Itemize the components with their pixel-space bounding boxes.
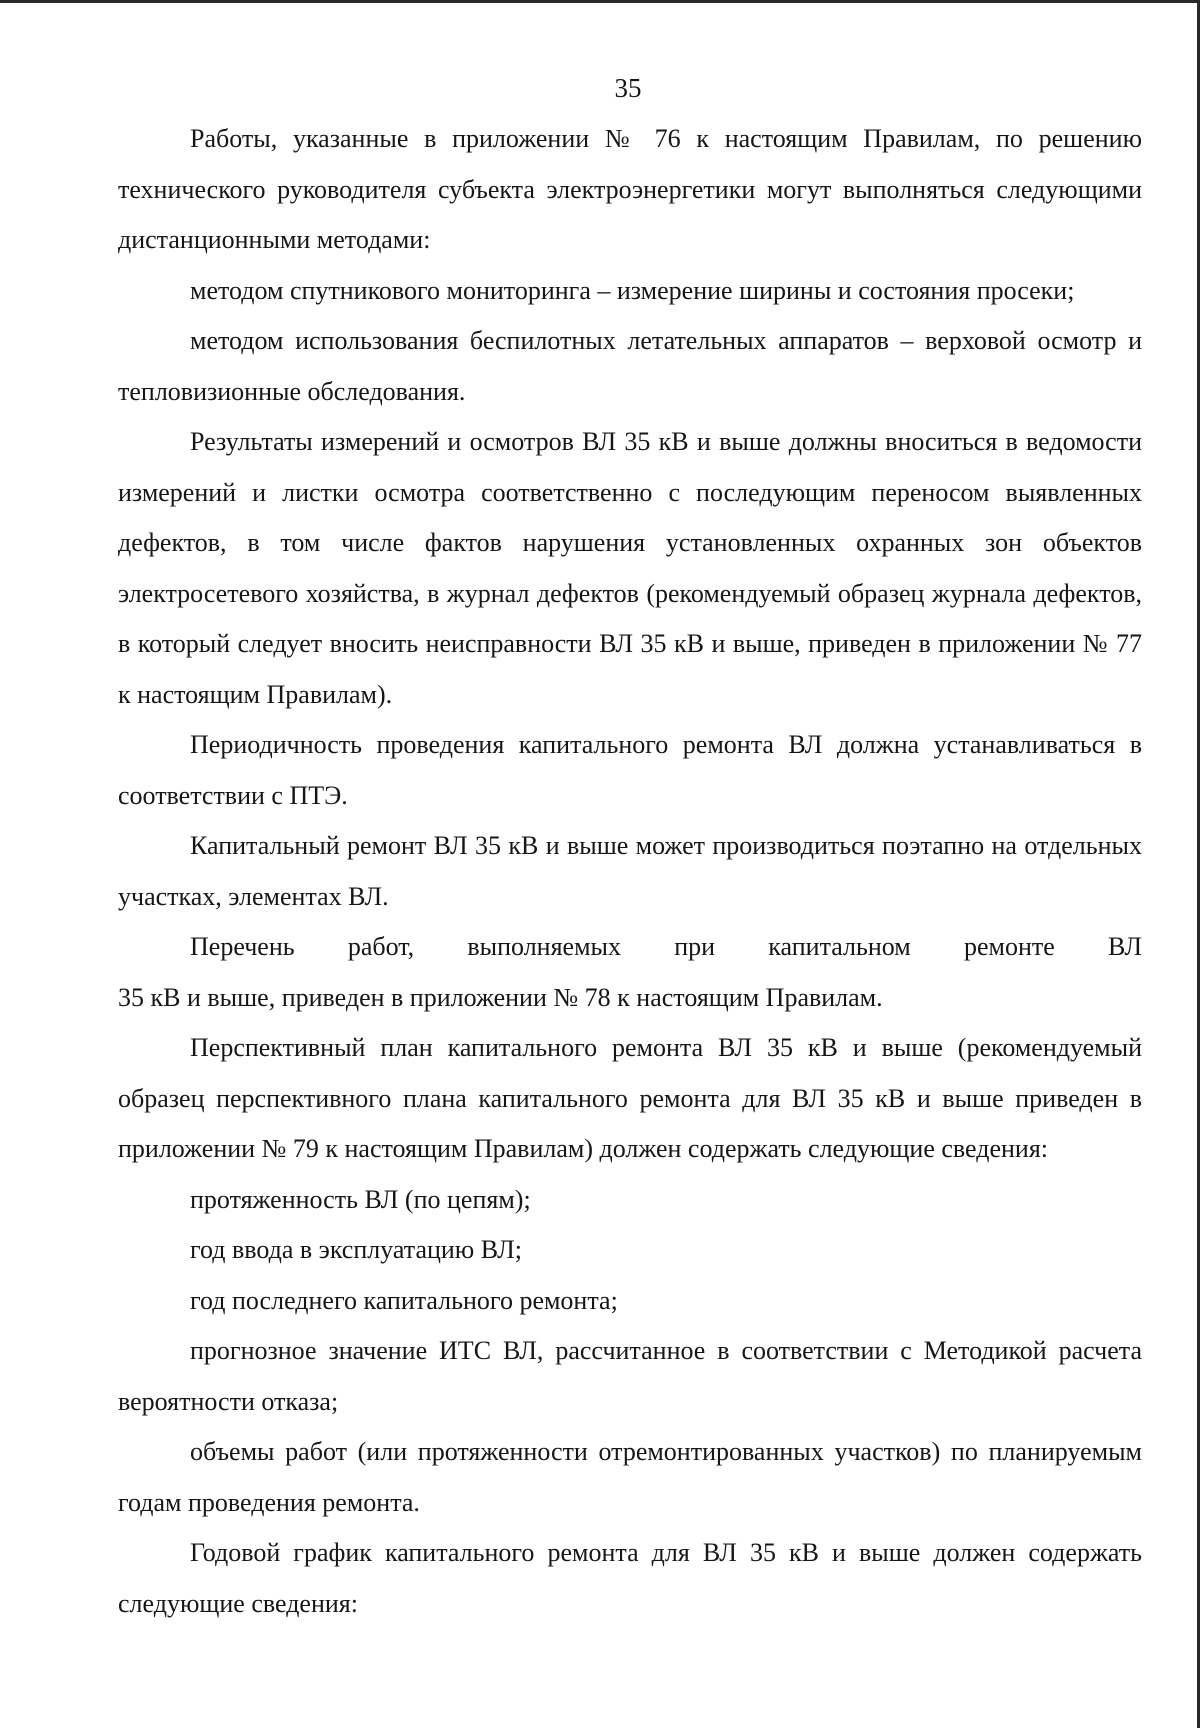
paragraph-remote-methods: Работы, указанные в приложении № 76 к настоящим Правилам, по решению технического руководителя субъекта электроэнергетики могут выполняться следующими дистанционными методами: xyxy=(118,124,1142,254)
list-item-last-repair-year: год последнего капитального ремонта; xyxy=(190,1285,618,1315)
paragraph-repair-works-list-continued: 35 кВ и выше, приведен в приложении № 78 к настоящим Правилам. xyxy=(118,982,883,1012)
list-item-line-length: протяженность ВЛ (по цепям); xyxy=(190,1184,531,1214)
list-item-drones: методом использования беспилотных летательных аппаратов – верховой осмотр и тепловизионные обследования. xyxy=(118,326,1142,406)
paragraph-inspection-results: Результаты измерений и осмотров ВЛ 35 кВ и выше должны вноситься в ведомости измерений и листки осмотра соответственно с последующим переносом выявленных дефектов, в том числе фактов нарушения установленных охранных зон объектов электросетевого хозяйства, в журнал дефектов (рекомендуемый образец журнала дефектов, в который следует вносить неисправности ВЛ 35 кВ и выше, приведен в приложении № 77 к настоящим Правилам). xyxy=(118,427,1142,709)
paragraph-repair-works-list: Перечень работ, выполняемых при капитальном ремонте ВЛ xyxy=(190,932,1142,961)
paragraph-repair-periodicity: Периодичность проведения капитального ремонта ВЛ должна устанавливаться в соответствии с ПТЭ. xyxy=(118,730,1142,810)
page-number: 35 xyxy=(614,73,642,103)
list-item-its-forecast: прогнозное значение ИТС ВЛ, рассчитанное в соответствии с Методикой расчета вероятности отказа; xyxy=(118,1336,1142,1416)
list-item-satellite-monitoring: методом спутникового мониторинга – измерение ширины и состояния просеки; xyxy=(190,275,1075,305)
list-item-work-volumes: объемы работ (или протяженности отремонтированных участков) по планируемым годам проведения ремонта. xyxy=(118,1437,1142,1517)
list-item-commissioning-year: год ввода в эксплуатацию ВЛ; xyxy=(190,1235,522,1264)
paragraph-staged-repair: Капитальный ремонт ВЛ 35 кВ и выше может производиться поэтапно на отдельных участках, элементах ВЛ. xyxy=(118,831,1142,911)
paragraph-annual-schedule: Годовой график капитального ремонта для ВЛ 35 кВ и выше должен содержать следующие сведения: xyxy=(118,1538,1142,1618)
body-text xyxy=(118,114,1142,1629)
paragraph-long-term-plan: Перспективный план капитального ремонта ВЛ 35 кВ и выше (рекомендуемый образец перспективного плана капитального ремонта для ВЛ 35 кВ и выше приведен в приложении № 79 к настоящим Правилам) должен содержать следующие сведения: xyxy=(118,1033,1142,1163)
